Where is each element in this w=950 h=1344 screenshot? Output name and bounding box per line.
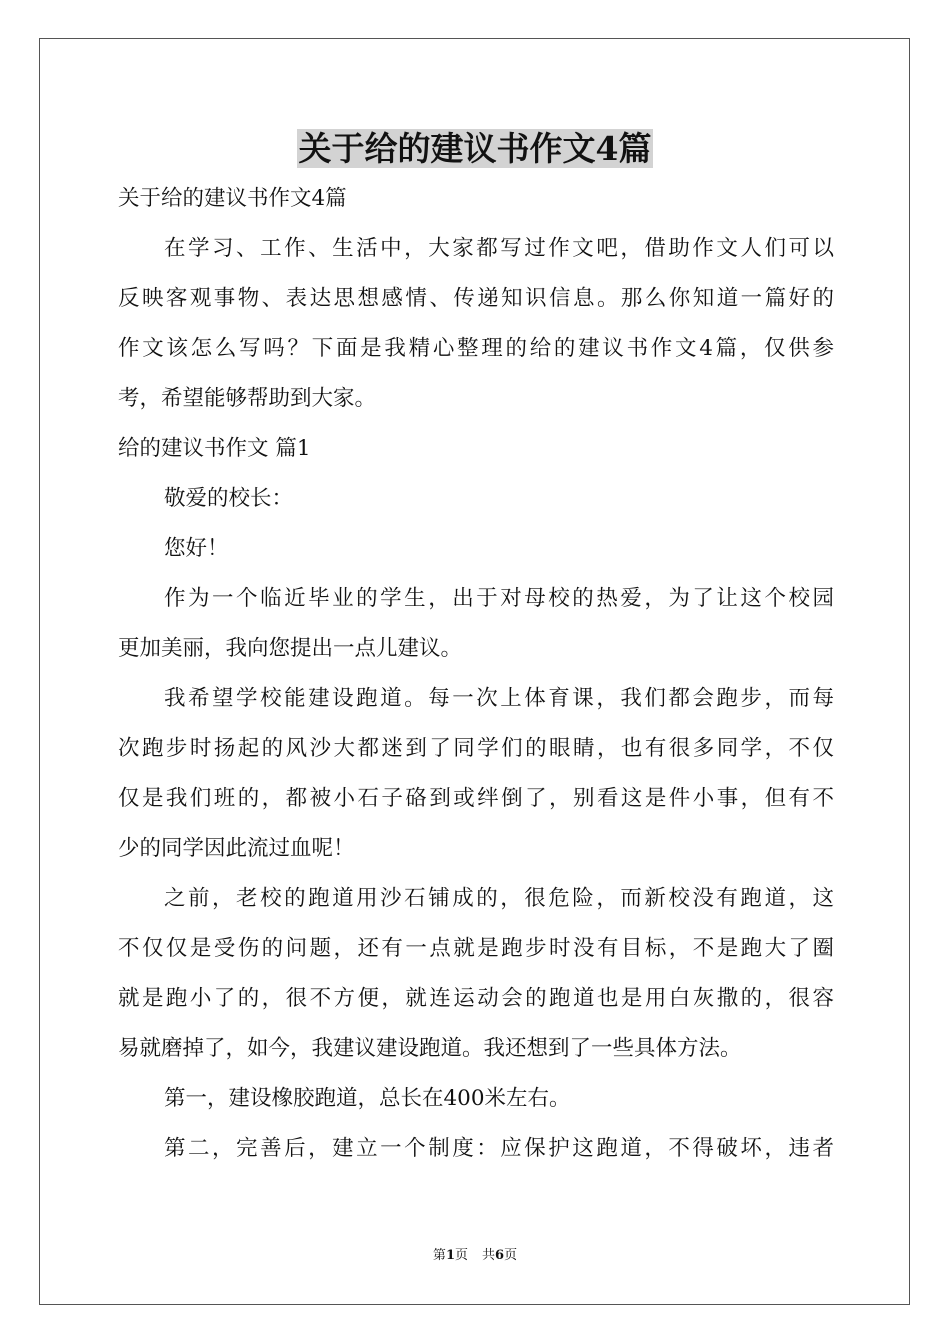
page-footer bbox=[0, 1246, 950, 1266]
salutation: 敬爱的校长： bbox=[164, 486, 294, 511]
body-line: 次跑步时扬起的风沙大都迷到了同学们的眼睛，也有很多同学，不仅 bbox=[118, 736, 834, 761]
document-title-text: 关于给的建议书作文4篇 bbox=[298, 129, 652, 168]
section-heading: 给的建议书作文 篇1 bbox=[118, 436, 311, 461]
footer-total-suffix: 页 bbox=[504, 1248, 518, 1263]
body-line: 我希望学校能建设跑道。每一次上体育课，我们都会跑步，而每 bbox=[164, 686, 834, 711]
document-title bbox=[0, 124, 950, 174]
document-body bbox=[118, 174, 834, 1174]
body-line: 作文该怎么写吗？下面是我精心整理的给的建议书作文4篇，仅供参 bbox=[118, 336, 834, 361]
body-line: 少的同学因此流过血呢！ bbox=[118, 836, 355, 861]
body-line: 第二，完善后，建立一个制度：应保护这跑道，不得破坏，违者 bbox=[164, 1136, 834, 1161]
footer-page-suffix: 页 bbox=[454, 1248, 468, 1263]
body-line: 作为一个临近毕业的学生，出于对母校的热爱，为了让这个校园 bbox=[164, 586, 834, 611]
body-line: 易就磨掉了，如今，我建议建设跑道。我还想到了一些具体方法。 bbox=[118, 1036, 742, 1061]
body-line: 反映客观事物、表达思想感情、传递知识信息。那么你知道一篇好的 bbox=[118, 286, 834, 311]
footer-prefix: 第 bbox=[432, 1248, 446, 1263]
body-line: 不仅仅是受伤的问题，还有一点就是跑步时没有目标，不是跑大了圈 bbox=[118, 936, 834, 961]
body-line: 更加美丽，我向您提出一点儿建议。 bbox=[118, 636, 463, 661]
current-page-number: 1 bbox=[445, 1248, 455, 1263]
greeting: 您好！ bbox=[164, 536, 229, 561]
body-line: 关于给的建议书作文4篇 bbox=[118, 186, 347, 211]
total-pages-number: 6 bbox=[495, 1248, 505, 1263]
body-line: 仅是我们班的，都被小石子硌到或绊倒了，别看这是件小事，但有不 bbox=[118, 786, 834, 811]
body-line: 在学习、工作、生活中，大家都写过作文吧，借助作文人们可以 bbox=[164, 236, 834, 261]
body-line: 考，希望能够帮助到大家。 bbox=[118, 386, 377, 411]
body-line: 就是跑小了的，很不方便，就连运动会的跑道也是用白灰撒的，很容 bbox=[118, 986, 834, 1011]
body-line: 之前，老校的跑道用沙石铺成的，很危险，而新校没有跑道，这 bbox=[164, 886, 834, 911]
footer-total-prefix: 共 bbox=[482, 1248, 496, 1263]
body-line: 第一，建设橡胶跑道，总长在400米左右。 bbox=[164, 1086, 571, 1111]
